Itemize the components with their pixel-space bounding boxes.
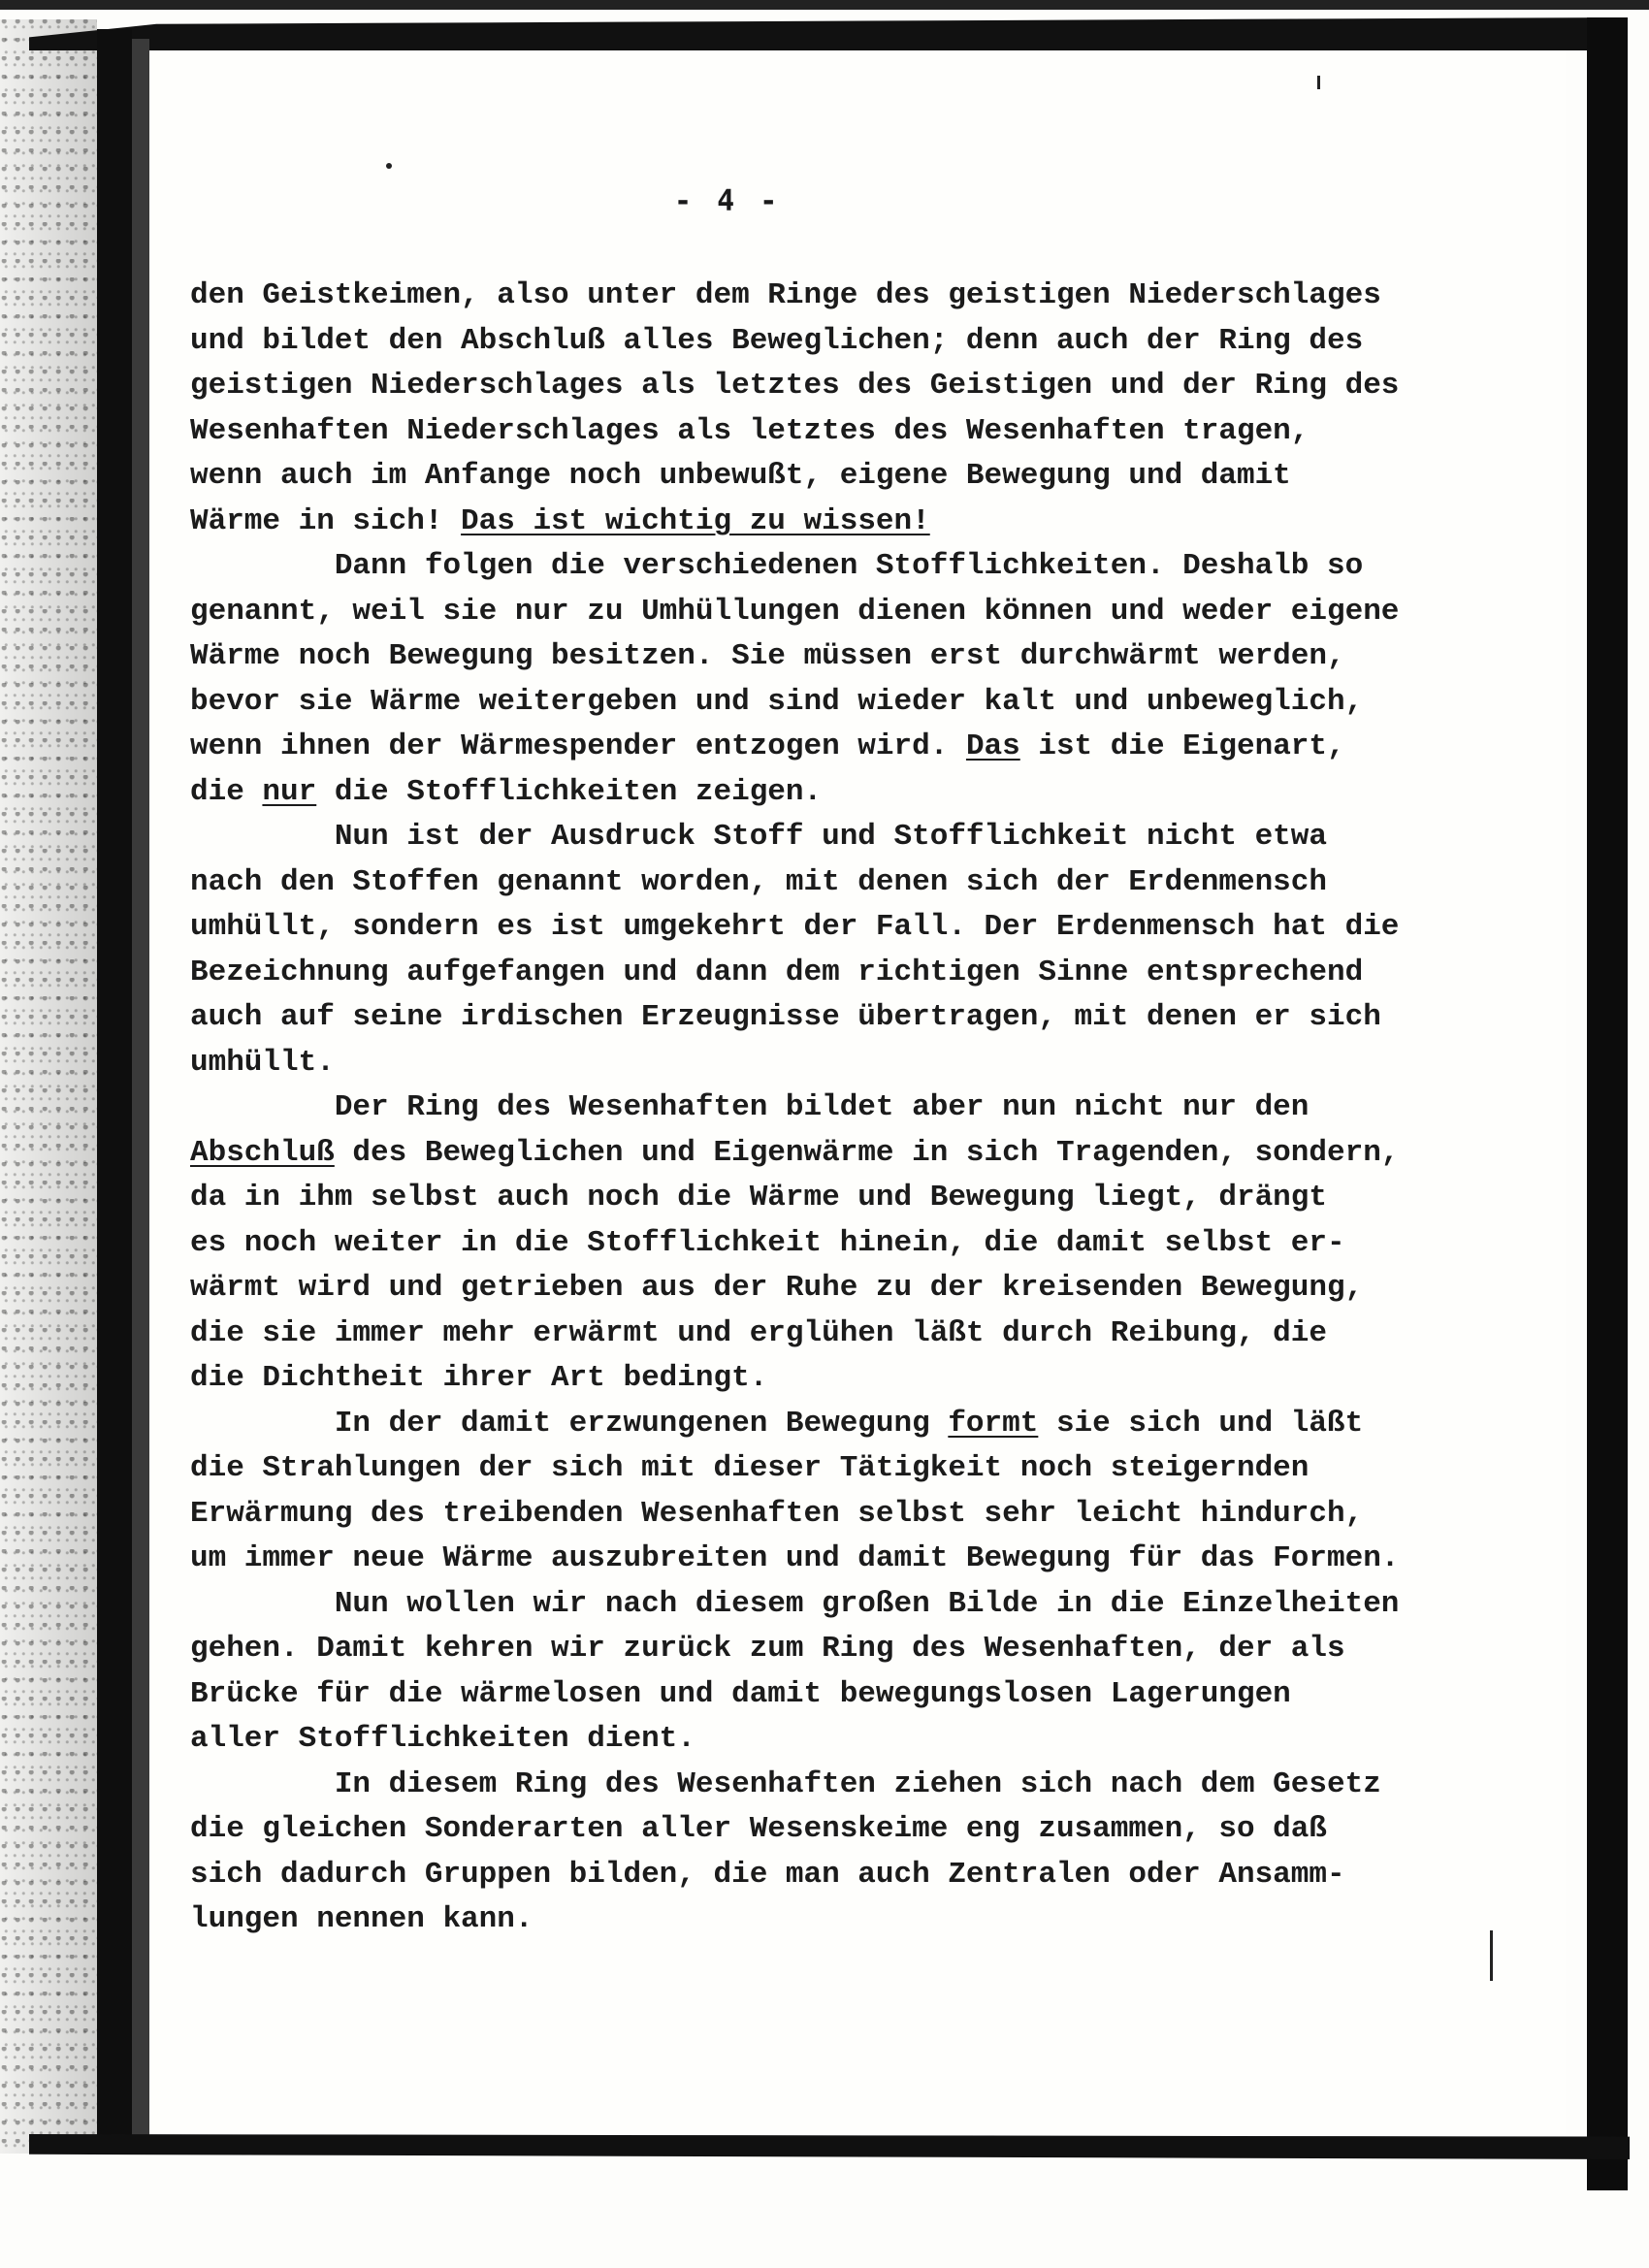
scan-border-left-inner <box>132 39 149 2144</box>
text-line <box>190 1041 1480 1086</box>
text-segment: und bildet den Abschluß alles Beweglichen; denn auch der Ring des <box>190 323 1364 358</box>
text-segment: den Geistkeimen, also unter dem Ringe des geistigen Niederschlages <box>190 278 1381 312</box>
text-line <box>190 1402 1480 1447</box>
text-line <box>190 1582 1480 1628</box>
text-segment: aller Stofflichkeiten dient. <box>190 1722 695 1756</box>
text-line <box>190 274 1480 319</box>
text-line <box>190 1176 1480 1221</box>
text-segment: genannt, weil sie nur zu Umhüllungen dienen können und weder eigene <box>190 594 1400 629</box>
text-segment: die Dichtheit ihrer Art bedingt. <box>190 1361 768 1395</box>
text-segment: des Beweglichen und Eigenwärme in sich Tragenden, sondern, <box>334 1135 1400 1170</box>
text-segment: In diesem Ring des Wesenhaften ziehen sich nach dem Gesetz <box>190 1766 1381 1801</box>
text-segment: sie sich und läßt <box>1038 1406 1364 1441</box>
text-segment: wenn ihnen der Wärmespender entzogen wird. <box>190 729 966 763</box>
text-line <box>190 815 1480 860</box>
text-line <box>190 1266 1480 1312</box>
scan-border-top-edge <box>0 0 1649 10</box>
text-line <box>190 1492 1480 1538</box>
text-line <box>190 905 1480 951</box>
text-line <box>190 680 1480 726</box>
text-segment: die sie immer mehr erwärmt und erglühen läßt durch Reibung, die <box>190 1315 1327 1350</box>
text-segment: bevor sie Wärme weitergeben und sind wieder kalt und unbeweglich, <box>190 684 1364 719</box>
scan-border-right <box>1587 17 1628 2190</box>
page-number: - 4 - <box>674 184 782 218</box>
underlined-text: Das ist wichtig zu wissen! <box>461 503 930 538</box>
text-line <box>190 1085 1480 1131</box>
text-line <box>190 770 1480 816</box>
scan-edge-noise <box>0 19 97 2154</box>
text-segment: gehen. Damit kehren wir zurück zum Ring des Wesenhaften, der als <box>190 1632 1345 1666</box>
text-line <box>190 1672 1480 1718</box>
underlined-text: formt <box>948 1406 1039 1441</box>
text-line <box>190 1853 1480 1898</box>
text-segment: es noch weiter in die Stofflichkeit hinein, die damit selbst er- <box>190 1225 1345 1260</box>
text-line <box>190 409 1480 455</box>
text-segment: ist die Eigenart, <box>1019 729 1345 763</box>
text-segment: Wärme noch Bewegung besitzen. Sie müssen erst durchwärmt werden, <box>190 639 1345 673</box>
text-segment: nach den Stoffen genannt worden, mit denen sich der Erdenmensch <box>190 864 1327 899</box>
text-segment: um immer neue Wärme auszubreiten und damit Bewegung für das Formen. <box>190 1541 1400 1575</box>
text-segment: lungen nennen kann. <box>190 1902 534 1936</box>
text-segment: Der Ring des Wesenhaften bildet aber nun nicht nur den <box>190 1090 1310 1124</box>
scan-border-left <box>97 29 132 2144</box>
text-line <box>190 1897 1480 1943</box>
text-segment: die <box>190 774 263 809</box>
text-line <box>190 1312 1480 1357</box>
text-segment: Bezeichnung aufgefangen und dann dem richtigen Sinne entsprechend <box>190 955 1364 989</box>
scan-border-top <box>29 17 1620 50</box>
text-line <box>190 1807 1480 1853</box>
text-segment: die Strahlungen der sich mit dieser Tätigkeit noch steigernden <box>190 1451 1310 1485</box>
text-segment: Nun ist der Ausdruck Stoff und Stofflichkeit nicht etwa <box>190 820 1327 854</box>
text-segment: Wärme in sich! <box>190 503 462 538</box>
text-line <box>190 1537 1480 1582</box>
stray-tick <box>1317 76 1320 89</box>
text-segment: Brücke für die wärmelosen und damit bewegungslosen Lagerungen <box>190 1676 1291 1711</box>
text-line <box>190 454 1480 500</box>
text-segment: wenn auch im Anfange noch unbewußt, eigene Bewegung und damit <box>190 459 1291 493</box>
text-line <box>190 860 1480 906</box>
text-segment: In der damit erzwungenen Bewegung <box>190 1406 949 1441</box>
text-line <box>190 1763 1480 1808</box>
text-segment: Wesenhaften Niederschlages als letztes des Wesenhaften tragen, <box>190 413 1310 448</box>
text-line <box>190 1356 1480 1402</box>
scan-border-bottom <box>29 2134 1630 2159</box>
stray-line <box>1490 1930 1493 1981</box>
text-line <box>190 1717 1480 1763</box>
underlined-text: nur <box>262 774 317 809</box>
text-segment: Erwärmung des treibenden Wesenhaften selbst sehr leicht hindurch, <box>190 1496 1364 1531</box>
text-segment: umhüllt, sondern es ist umgekehrt der Fall. Der Erdenmensch hat die <box>190 910 1400 944</box>
text-segment: wärmt wird und getrieben aus der Ruhe zu der kreisenden Bewegung, <box>190 1271 1364 1305</box>
text-segment: Dann folgen die verschiedenen Stofflichkeiten. Deshalb so <box>190 549 1364 583</box>
body-text <box>190 274 1480 1943</box>
text-segment: da in ihm selbst auch noch die Wärme und Bewegung liegt, drängt <box>190 1181 1327 1215</box>
text-line <box>190 544 1480 590</box>
text-segment: die Stofflichkeiten zeigen. <box>316 774 823 809</box>
text-line <box>190 590 1480 635</box>
text-segment: Nun wollen wir nach diesem großen Bilde in die Einzelheiten <box>190 1586 1400 1621</box>
text-line <box>190 1221 1480 1267</box>
text-line <box>190 725 1480 770</box>
text-line <box>190 364 1480 409</box>
text-line <box>190 1131 1480 1177</box>
underlined-text: Das <box>965 729 1020 763</box>
text-line <box>190 500 1480 545</box>
text-line <box>190 319 1480 365</box>
stray-dot <box>386 163 392 169</box>
text-segment: auch auf seine irdischen Erzeugnisse übertragen, mit denen er sich <box>190 1000 1381 1034</box>
text-line <box>190 951 1480 996</box>
text-segment: die gleichen Sonderarten aller Wesenskeime eng zusammen, so daß <box>190 1812 1327 1846</box>
text-line <box>190 1627 1480 1672</box>
text-segment: geistigen Niederschlages als letztes des Geistigen und der Ring des <box>190 369 1400 403</box>
text-line <box>190 995 1480 1041</box>
text-segment: umhüllt. <box>190 1045 335 1080</box>
text-line <box>190 1446 1480 1492</box>
text-line <box>190 634 1480 680</box>
underlined-text: Abschluß <box>190 1135 335 1170</box>
text-segment: sich dadurch Gruppen bilden, die man auch Zentralen oder Ansamm- <box>190 1857 1345 1892</box>
